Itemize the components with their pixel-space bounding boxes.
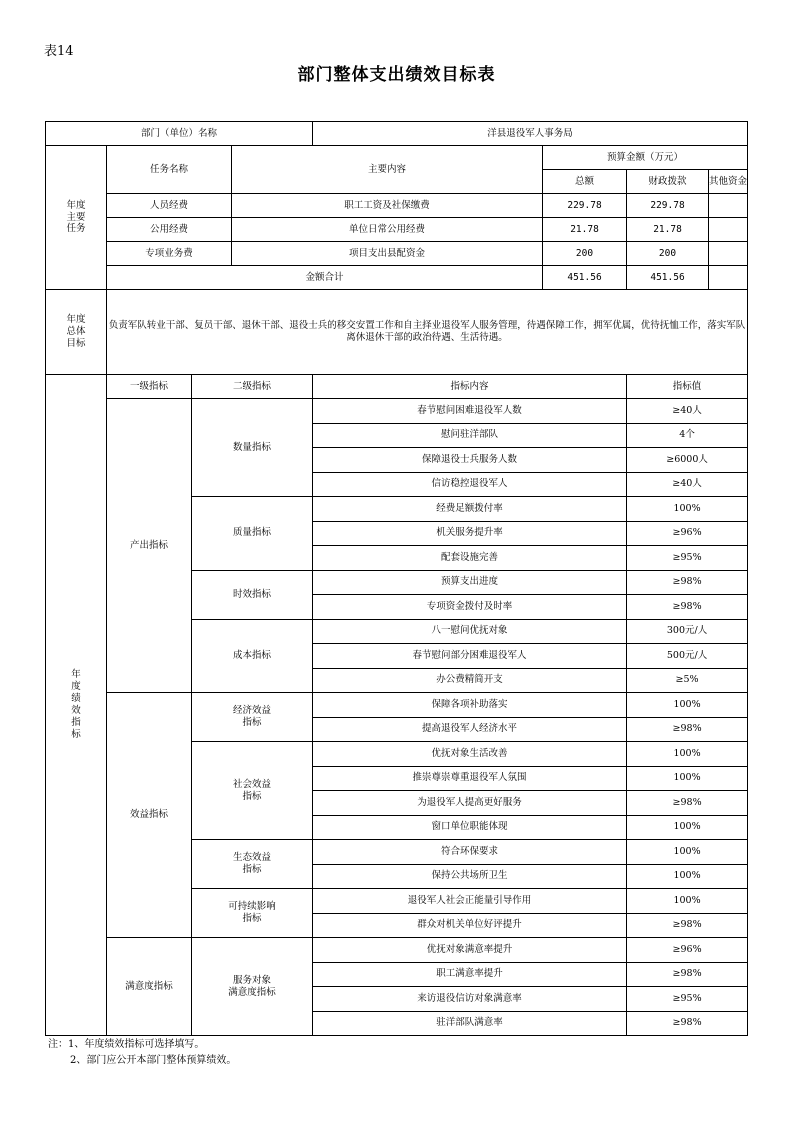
indicator-content: 春节慰问困难退役军人数 xyxy=(313,399,627,424)
indicator-value: ≥40人 xyxy=(627,399,748,424)
task-other xyxy=(709,218,748,242)
indicator-content: 窗口单位职能体现 xyxy=(313,815,627,840)
task-name: 公用经费 xyxy=(107,218,232,242)
task-sum-other xyxy=(709,266,748,290)
level2-indicator: 社会效益 指标 xyxy=(192,742,313,840)
task-total: 229.78 xyxy=(543,194,627,218)
indicator-content: 退役军人社会正能量引导作用 xyxy=(313,889,627,914)
task-other xyxy=(709,242,748,266)
indicator-value: 100% xyxy=(627,840,748,865)
indicator-content: 保持公共场所卫生 xyxy=(313,864,627,889)
task-row xyxy=(46,242,748,266)
indicator-value: 500元/人 xyxy=(627,644,748,669)
level2-indicator: 服务对象 满意度指标 xyxy=(192,938,313,1036)
indicator-content: 保障退役士兵服务人数 xyxy=(313,448,627,473)
task-content-header: 主要内容 xyxy=(232,146,543,194)
indicator-value: 100% xyxy=(627,693,748,718)
task-sum-label: 金额合计 xyxy=(107,266,543,290)
indicator-value: 100% xyxy=(627,815,748,840)
indicator-value: ≥98% xyxy=(627,913,748,938)
task-name: 专项业务费 xyxy=(107,242,232,266)
indicator-value: ≥96% xyxy=(627,521,748,546)
task-sum-total: 451.56 xyxy=(543,266,627,290)
goal-section-label: 年度 总体 目标 xyxy=(46,290,107,375)
task-fiscal: 200 xyxy=(627,242,709,266)
task-sum-fiscal: 451.56 xyxy=(627,266,709,290)
indicator-value: 100% xyxy=(627,497,748,522)
task-content: 职工工资及社保缴费 xyxy=(232,194,543,218)
indicator-value-header: 指标值 xyxy=(627,375,748,399)
footnotes xyxy=(48,1037,236,1069)
indicator-value: 100% xyxy=(627,742,748,767)
indicator-value: ≥6000人 xyxy=(627,448,748,473)
level1-indicator: 效益指标 xyxy=(107,693,192,938)
indicator-content: 专项资金拨付及时率 xyxy=(313,595,627,620)
task-fiscal: 229.78 xyxy=(627,194,709,218)
level2-indicator: 可持续影响 指标 xyxy=(192,889,313,938)
budget-other-header: 其他资金 xyxy=(709,170,748,194)
task-other xyxy=(709,194,748,218)
level2-indicator: 质量指标 xyxy=(192,497,313,571)
indicator-content: 职工满意率提升 xyxy=(313,962,627,987)
task-content: 项目支出县配资金 xyxy=(232,242,543,266)
indicator-value: ≥98% xyxy=(627,1011,748,1036)
indicator-value: ≥96% xyxy=(627,938,748,963)
task-row xyxy=(46,194,748,218)
level2-indicator: 数量指标 xyxy=(192,399,313,497)
indicator-value: ≥5% xyxy=(627,668,748,693)
indicator-value: ≥98% xyxy=(627,717,748,742)
indicator-content: 推崇尊崇尊重退役军人氛围 xyxy=(313,766,627,791)
indicator-value: ≥40人 xyxy=(627,472,748,497)
budget-fiscal-header: 财政拨款 xyxy=(627,170,709,194)
level2-indicator: 经济效益 指标 xyxy=(192,693,313,742)
indicator-content: 信访稳控退役军人 xyxy=(313,472,627,497)
level2-indicator: 生态效益 指标 xyxy=(192,840,313,889)
indicator-value: 100% xyxy=(627,864,748,889)
level1-header: 一级指标 xyxy=(107,375,192,399)
level1-indicator: 满意度指标 xyxy=(107,938,192,1036)
indicator-content-header: 指标内容 xyxy=(313,375,627,399)
level2-indicator: 时效指标 xyxy=(192,570,313,619)
indicator-content: 办公费精简开支 xyxy=(313,668,627,693)
indicator-content: 配套设施完善 xyxy=(313,546,627,571)
budget-header: 预算金额（万元） xyxy=(543,146,748,170)
budget-total-header: 总额 xyxy=(543,170,627,194)
table-number: 表14 xyxy=(44,44,74,59)
task-content: 单位日常公用经费 xyxy=(232,218,543,242)
dept-name-value: 洋县退役军人事务局 xyxy=(313,122,748,146)
indicator-row xyxy=(46,693,748,718)
indicator-value: 100% xyxy=(627,889,748,914)
footnote-2: 2、部门应公开本部门整体预算绩效。 xyxy=(70,1055,237,1066)
indicator-value: ≥98% xyxy=(627,570,748,595)
task-name: 人员经费 xyxy=(107,194,232,218)
indicator-content: 预算支出进度 xyxy=(313,570,627,595)
task-total: 21.78 xyxy=(543,218,627,242)
indicator-value: ≥95% xyxy=(627,987,748,1012)
indicator-value: 100% xyxy=(627,766,748,791)
indicator-content: 提高退役军人经济水平 xyxy=(313,717,627,742)
indicator-content: 机关服务提升率 xyxy=(313,521,627,546)
task-name-header: 任务名称 xyxy=(107,146,232,194)
indicator-value: ≥98% xyxy=(627,791,748,816)
goal-text: 负责军队转业干部、复员干部、退休干部、退役士兵的移交安置工作和自主择业退役军人服务管理，待遇保障工作，拥军优属，优待抚恤工作，落实军队离休退休干部的政治待遇、生活待遇。 xyxy=(107,290,748,375)
level1-indicator: 产出指标 xyxy=(107,399,192,693)
indicator-content: 优抚对象满意率提升 xyxy=(313,938,627,963)
indicator-content: 八一慰问优抚对象 xyxy=(313,619,627,644)
indicator-content: 符合环保要求 xyxy=(313,840,627,865)
indicator-value: 4个 xyxy=(627,423,748,448)
indicator-row xyxy=(46,399,748,424)
indicator-content: 来访退役信访对象满意率 xyxy=(313,987,627,1012)
task-row xyxy=(46,218,748,242)
indicator-content: 春节慰问部分困难退役军人 xyxy=(313,644,627,669)
tasks-section-label: 年度 主要 任务 xyxy=(46,146,107,290)
task-fiscal: 21.78 xyxy=(627,218,709,242)
footnote-1: 注：1、年度绩效指标可选择填写。 xyxy=(48,1039,205,1050)
indicator-content: 优抚对象生活改善 xyxy=(313,742,627,767)
indicator-value: 300元/人 xyxy=(627,619,748,644)
dept-name-label: 部门（单位）名称 xyxy=(46,122,313,146)
indicator-content: 群众对机关单位好评提升 xyxy=(313,913,627,938)
indicator-content: 慰问驻洋部队 xyxy=(313,423,627,448)
level2-indicator: 成本指标 xyxy=(192,619,313,693)
task-total: 200 xyxy=(543,242,627,266)
indicator-content: 驻洋部队满意率 xyxy=(313,1011,627,1036)
indicator-content: 保障各项补助落实 xyxy=(313,693,627,718)
indicator-value: ≥95% xyxy=(627,546,748,571)
performance-target-table xyxy=(45,121,748,1036)
indicator-value: ≥98% xyxy=(627,962,748,987)
indicator-content: 为退役军人提高更好服务 xyxy=(313,791,627,816)
indicator-row xyxy=(46,938,748,963)
indicators-section-label: 年 度 绩 效 指 标 xyxy=(46,375,107,1036)
indicator-value: ≥98% xyxy=(627,595,748,620)
level2-header: 二级指标 xyxy=(192,375,313,399)
page-title: 部门整体支出绩效目标表 xyxy=(297,65,496,85)
indicator-content: 经费足额拨付率 xyxy=(313,497,627,522)
